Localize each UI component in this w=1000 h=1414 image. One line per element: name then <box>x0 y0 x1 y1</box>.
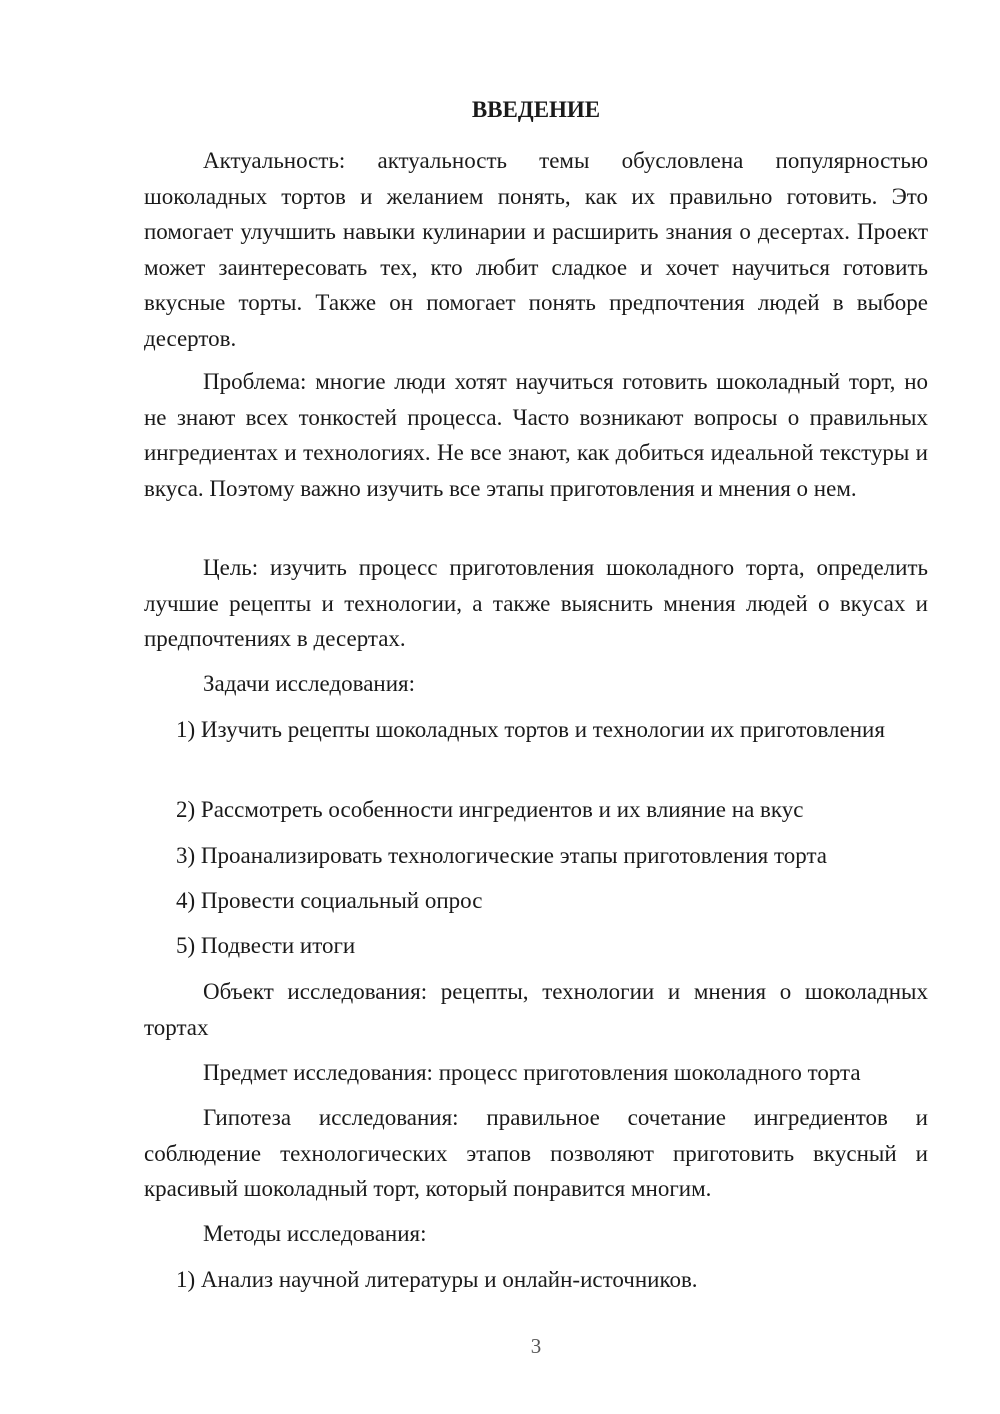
problem-paragraph: Проблема: многие люди хотят научиться готовить шоколадный торт, но не знают всех тонкостей процесса. Часто возникают вопросы о правильных ингредиентах и технологиях. Не все знают, как добиться идеальной текстуры и вкуса. Поэтому важно изучить все этапы приготовления и мнения о нем. <box>144 369 928 501</box>
task-item-2: 2) Рассмотреть особенности ингредиентов и их влияние на вкус <box>176 797 804 822</box>
goal-paragraph: Цель: изучить процесс приготовления шоколадного торта, определить лучшие рецепты и технологии, а также выяснить мнения людей о вкусах и предпочтениях в десертах. <box>144 555 928 651</box>
task-item-3: 3) Проанализировать технологические этапы приготовления торта <box>176 843 827 868</box>
hypothesis-paragraph: Гипотеза исследования: правильное сочетание ингредиентов и соблюдение технологических этапов позволяют приготовить вкусный и красивый шоколадный торт, который понравится многим. <box>144 1105 928 1201</box>
methods-heading: Методы исследования: <box>203 1221 427 1246</box>
page-title: ВВЕДЕНИЕ <box>471 97 601 122</box>
relevance-paragraph: Актуальность: актуальность темы обусловлена популярностью шоколадных тортов и желанием понять, как их правильно готовить. Это помогает улучшить навыки кулинарии и расширить знания о десертах. Проект может заинтересовать тех, кто любит сладкое и хочет научиться готовить вкусные торты. Также он помогает понять предпочтения людей в выборе десертов. <box>144 148 928 351</box>
page-number: 3 <box>530 1334 542 1358</box>
task-item-4: 4) Провести социальный опрос <box>176 888 483 913</box>
task-item-1: 1) Изучить рецепты шоколадных тортов и технологии их приготовления <box>176 717 885 742</box>
tasks-heading: Задачи исследования: <box>203 671 416 696</box>
task-item-5: 5) Подвести итоги <box>176 933 356 958</box>
subject-paragraph: Предмет исследования: процесс приготовления шоколадного торта <box>203 1060 861 1085</box>
method-item-1: 1) Анализ научной литературы и онлайн-источников. <box>176 1267 698 1292</box>
object-paragraph: Объект исследования: рецепты, технологии и мнения о шоколадных тортах <box>144 979 928 1040</box>
